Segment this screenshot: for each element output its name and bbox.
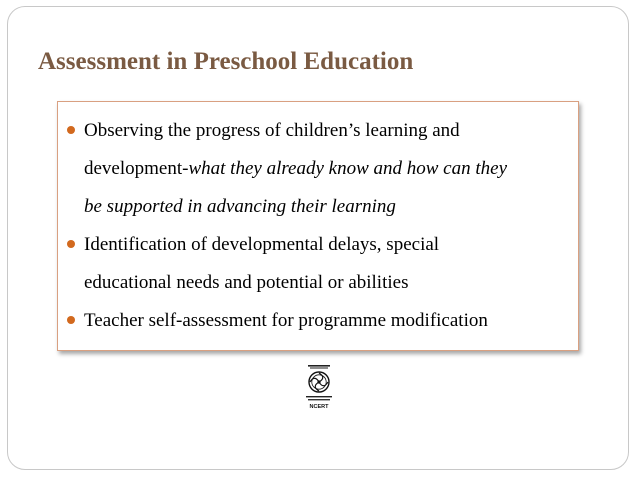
- bullet-list: [58, 102, 578, 340]
- ncert-logo-icon: [300, 364, 338, 416]
- bullet-text-plain: development-: [84, 158, 189, 179]
- bullet-text-italic: what they already know and how can they: [188, 158, 508, 179]
- bullet-item-identification: [58, 226, 578, 302]
- content-box: [57, 101, 579, 351]
- slide-title: Assessment in Preschool Education: [38, 48, 414, 75]
- bullet-text-line: Teacher self-assessment for programme modification: [84, 310, 488, 331]
- bullet-text-line: [84, 150, 578, 188]
- bullet-item-observing-progress: [58, 112, 578, 226]
- bullet-dot-icon: [67, 240, 75, 248]
- bullet-text-line: Observing the progress of children’s learning and: [84, 120, 460, 141]
- bullet-dot-icon: [67, 126, 75, 134]
- bullet-text-line: educational needs and potential or abilities: [84, 272, 409, 293]
- svg-text:NCERT: NCERT: [309, 404, 329, 410]
- bullet-text-italic-line: be supported in advancing their learning: [84, 196, 396, 217]
- bullet-item-teacher-self-assessment: [58, 302, 578, 340]
- bullet-text-line: Identification of developmental delays, special: [84, 234, 440, 255]
- bullet-dot-icon: [67, 316, 75, 324]
